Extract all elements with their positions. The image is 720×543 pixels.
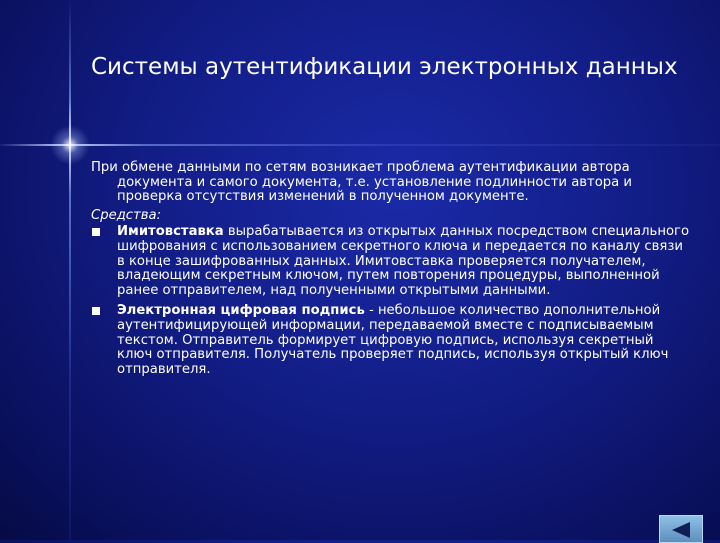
bullet-text: вырабатывается из открытых данных посредством специального шифрования с использованием секретного ключа и передается по каналу связи в конце зашифрованных данных. Имитовставка проверяется получателем, владеющим секретным ключом, путем повторения процедуры, выполненной ранее отправителем, над полученными открытыми данными. [117, 224, 690, 298]
intro-paragraph: При обмене данными по сетям возникает проблема аутентификации автора документа и самого документа, т.е. установление подлинности автора и проверка отсутствия изменений в полученном документе. [91, 160, 633, 205]
bullet-item-mac [91, 225, 691, 298]
decorative-vertical-line [69, 0, 71, 540]
bullet-item-signature [91, 304, 691, 377]
back-arrow-icon [672, 522, 690, 538]
bullet-text: - небольшое количество дополнительной аутентифицирующей информации, передаваемой вместе с подписываемым текстом. Отправитель формирует цифровую подпись, используя секретный ключ отправителя. Получатель проверяет подпись, используя открытый ключ отправителя. [117, 303, 669, 377]
means-label: Средства: [91, 207, 162, 223]
back-button[interactable] [659, 515, 703, 543]
bullet-term: Электронная цифровая подпись [117, 303, 365, 319]
square-bullet-icon [92, 307, 100, 315]
slide-body [91, 161, 691, 383]
square-bullet-icon [92, 228, 100, 236]
slide-title: Системы аутентификации электронных данных [91, 54, 678, 80]
decorative-line-glow [50, 125, 90, 165]
bullet-term: Имитовставка [117, 224, 224, 240]
decorative-horizontal-line [0, 144, 720, 146]
